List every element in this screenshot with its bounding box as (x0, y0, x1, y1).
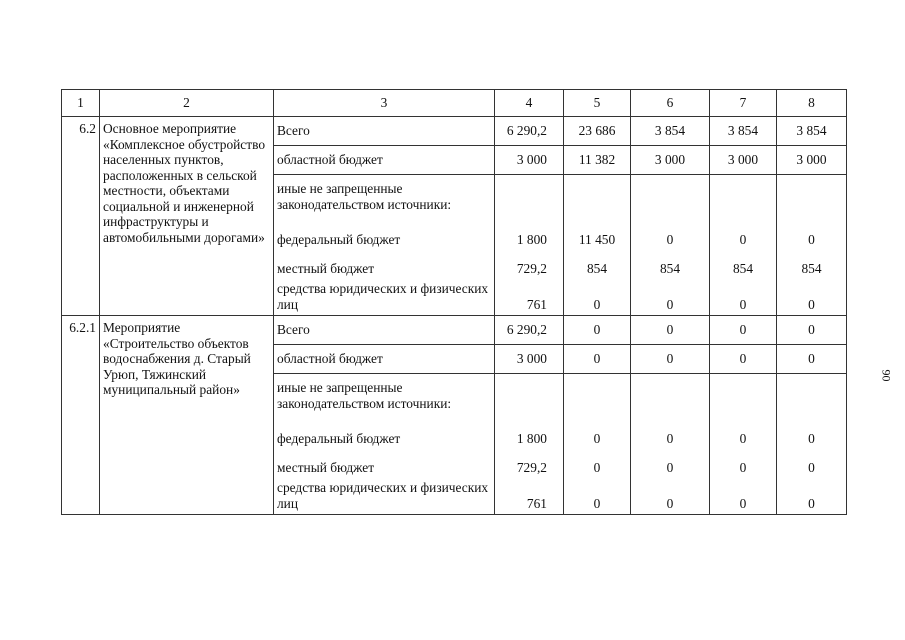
source-label: областной бюджет (274, 146, 495, 175)
value-cell: 23 686 (564, 117, 631, 146)
value-cell: 0 (593, 297, 601, 312)
value-cell: 3 854 (631, 117, 710, 146)
value-cell: 11 382 (564, 146, 631, 175)
page-number: 90 (879, 369, 894, 382)
header-cell: 3 (274, 90, 495, 117)
source-label: средства юридических и физических лиц (277, 480, 489, 511)
value-cell: 3 854 (710, 117, 777, 146)
value-stack (710, 374, 777, 515)
table-row (62, 117, 847, 146)
value-cell: 0 (739, 460, 747, 475)
value-cell: 0 (593, 496, 601, 511)
value-cell: 3 854 (777, 117, 847, 146)
header-cell: 2 (100, 90, 274, 117)
value-cell: 0 (808, 460, 815, 475)
header-cell: 4 (495, 90, 564, 117)
value-cell: 0 (808, 232, 815, 247)
value-cell: 0 (808, 297, 815, 312)
value-cell: 0 (666, 297, 674, 312)
value-cell: 0 (666, 232, 674, 247)
source-label: иные не запрещенные законодательством источники: (277, 380, 452, 411)
value-cell: 3 000 (710, 146, 777, 175)
value-cell: 0 (666, 496, 674, 511)
value-cell: 0 (710, 316, 777, 345)
value-cell: 0 (593, 431, 601, 446)
header-cell: 6 (631, 90, 710, 117)
header-cell: 1 (62, 90, 100, 117)
table-header-row (62, 90, 847, 117)
value-stack (631, 374, 710, 515)
source-label: федеральный бюджет (277, 232, 401, 247)
value-stack (564, 374, 631, 515)
value-stack (495, 175, 564, 316)
value-cell: 729,2 (516, 460, 547, 475)
header-cell: 5 (564, 90, 631, 117)
value-cell: 0 (739, 232, 747, 247)
table-row (62, 316, 847, 345)
source-label: областной бюджет (274, 345, 495, 374)
source-label: иные не запрещенные законодательством источники: (277, 181, 452, 212)
source-label: Всего (274, 117, 495, 146)
value-stack (631, 175, 710, 316)
value-stack (777, 175, 847, 316)
budget-table (61, 89, 847, 515)
item-name: Мероприятие «Строительство объектов водоснабжения д. Старый Урюп, Тяжинский муниципальный район» (100, 316, 274, 515)
value-stack (777, 374, 847, 515)
value-cell: 0 (808, 496, 815, 511)
source-label: местный бюджет (277, 261, 375, 276)
value-cell: 0 (808, 431, 815, 446)
value-cell: 0 (777, 345, 847, 374)
item-number: 6.2.1 (62, 316, 100, 515)
value-cell: 761 (526, 297, 547, 312)
value-cell: 0 (739, 496, 747, 511)
value-cell: 11 450 (578, 232, 616, 247)
value-cell: 3 000 (777, 146, 847, 175)
header-cell: 8 (777, 90, 847, 117)
source-label: местный бюджет (277, 460, 375, 475)
value-cell: 0 (710, 345, 777, 374)
value-cell: 0 (739, 297, 747, 312)
header-cell: 7 (710, 90, 777, 117)
item-name: Основное мероприятие «Комплексное обустройство населенных пунктов, расположенных в сельской местности, объектами социальной и инженерной инфраструктуры и автомобильными дорогами» (100, 117, 274, 316)
value-cell: 854 (801, 261, 822, 276)
value-cell: 0 (631, 345, 710, 374)
value-cell: 0 (564, 345, 631, 374)
value-cell: 3 000 (631, 146, 710, 175)
value-cell: 3 000 (495, 146, 564, 175)
value-stack (564, 175, 631, 316)
value-cell: 0 (739, 431, 747, 446)
source-label: средства юридических и физических лиц (277, 281, 489, 312)
value-cell: 761 (526, 496, 547, 511)
item-number: 6.2 (62, 117, 100, 316)
value-cell: 1 800 (516, 431, 547, 446)
value-stack (495, 374, 564, 515)
value-cell: 0 (631, 316, 710, 345)
source-label: Всего (274, 316, 495, 345)
value-cell: 3 000 (495, 345, 564, 374)
value-cell: 729,2 (516, 261, 547, 276)
source-label: федеральный бюджет (277, 431, 401, 446)
value-cell: 1 800 (516, 232, 547, 247)
source-stack (274, 175, 495, 316)
value-cell: 854 (659, 261, 681, 276)
value-cell: 0 (564, 316, 631, 345)
source-stack (274, 374, 495, 515)
value-cell: 0 (666, 431, 674, 446)
value-stack (710, 175, 777, 316)
value-cell: 0 (666, 460, 674, 475)
value-cell: 6 290,2 (495, 316, 564, 345)
value-cell: 0 (777, 316, 847, 345)
value-cell: 0 (593, 460, 601, 475)
value-cell: 6 290,2 (495, 117, 564, 146)
value-cell: 854 (732, 261, 754, 276)
value-cell: 854 (586, 261, 608, 276)
